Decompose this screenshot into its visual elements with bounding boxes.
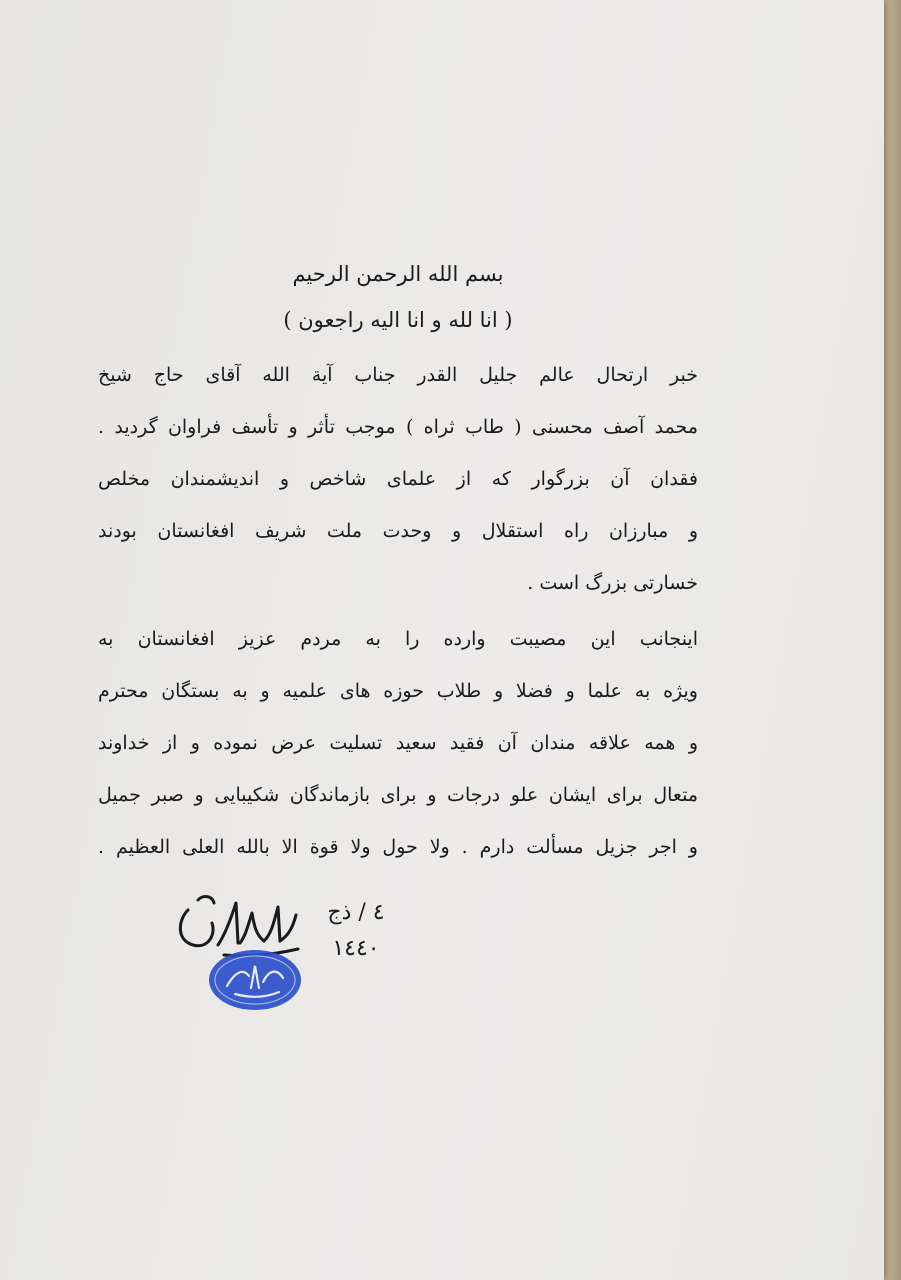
- text-line: ویژه به علما و فضلا و طلاب حوزه های علمیه و به بستگان محترم: [98, 680, 698, 702]
- text-line: خبر ارتحال عالم جلیل القدر جناب آیة الله آقای حاج شیخ: [98, 364, 698, 386]
- text-line: اینجانب این مصیبت وارده را به مردم عزیز افغانستان به: [98, 628, 698, 650]
- letter-body: [98, 255, 698, 873]
- bismillah-heading: بسم الله الرحمن الرحیم: [292, 262, 504, 286]
- date-block: [316, 895, 396, 967]
- paragraph-announcement: [98, 349, 698, 453]
- text-line: و اجر جزیل مسألت دارم . ولا حول ولا قوة الا بالله العلی العظیم .: [98, 836, 698, 858]
- date-day-month: ٤ / ذج: [327, 900, 385, 925]
- date-year: ١٤٤٠: [332, 936, 380, 961]
- text-line: و مبارزان راه استقلال و وحدت ملت شریف افغانستان بودند: [98, 520, 698, 542]
- paragraph-condolence: [98, 613, 698, 873]
- text-line: محمد آصف محسنی ( طاب ثراه ) موجب تأثر و تأسف فراوان گردید .: [98, 416, 698, 438]
- text-line: خسارتی بزرگ است .: [527, 572, 698, 594]
- text-line: متعال برای ایشان علو درجات و برای بازماندگان شکیبایی و صبر جمیل: [98, 784, 698, 806]
- text-line: و همه علاقه مندان آن فقید سعید تسلیت عرض نموده و از خداوند: [98, 732, 698, 754]
- ink-seal: [205, 942, 305, 1012]
- inna-lillah-verse: ( انا لله و انا الیه راجعون ): [283, 308, 513, 332]
- text-line: فقدان آن بزرگوار که از علمای شاخص و اندیشمندان مخلص: [98, 468, 698, 490]
- paragraph-loss: [98, 453, 698, 609]
